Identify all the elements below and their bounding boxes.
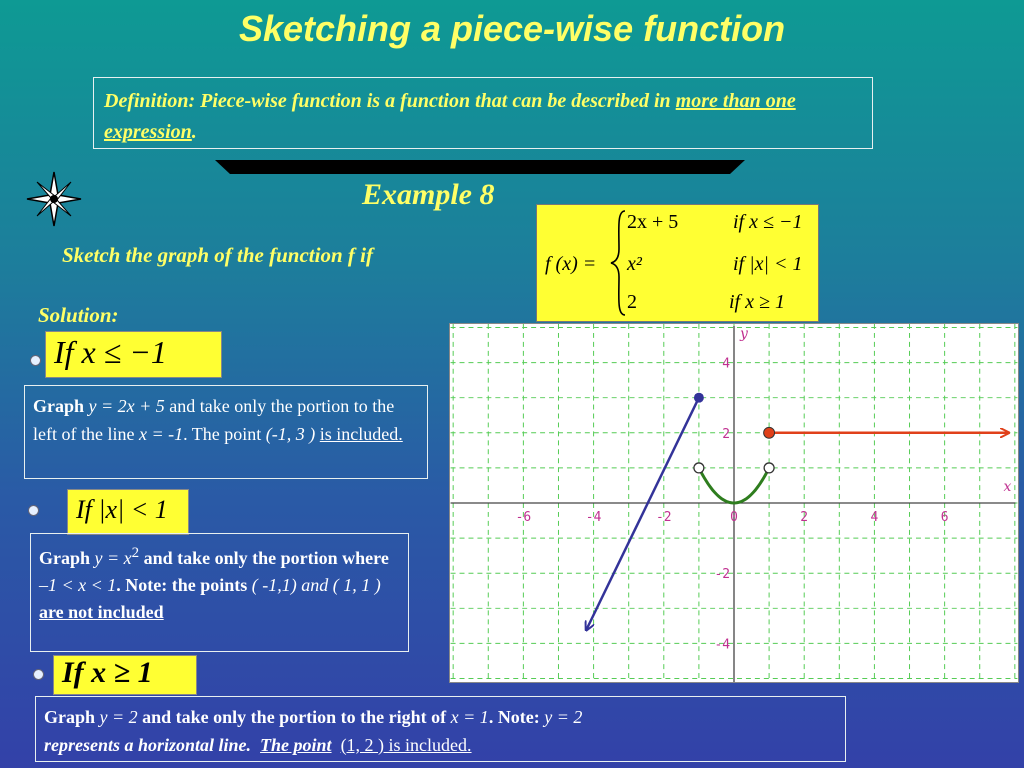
note-2-eq: y = x [94,548,132,568]
x-axis-label: x [1003,479,1012,496]
x-tick-label: -4 [585,509,602,525]
note-2 [30,533,409,652]
x-tick-label: -6 [515,509,532,525]
note-3-note: . Note: [488,707,545,727]
note-1-eq: y = 2x + 5 [88,396,165,416]
y-tick-label: -2 [714,567,731,583]
x-tick-label: 6 [940,509,949,525]
y-tick-label: 4 [722,356,731,372]
function-definition [536,204,819,322]
note-2-points: ( -1,1) and ( 1, 1 ) [251,575,381,595]
x-tick-label: -2 [656,509,672,525]
note-3-x: x = 1 [450,707,489,727]
note-1-text2: . The point [183,424,266,444]
note-1 [24,385,428,479]
case-3-cond: if x ≥ 1 [729,291,785,313]
condition-3: If x ≥ 1 [53,655,197,695]
closed-point-1-2 [764,427,775,438]
condition-1: If x ≤ −1 [45,331,222,378]
note-3-graph: Graph [44,707,100,727]
note-2-graph: Graph [39,548,95,568]
case-1-cond: if x ≤ −1 [733,211,803,233]
note-1-text: and take only the portion to the left of the line [33,396,395,444]
case-3-expr: 2 [627,291,637,313]
condition-2: If |x| < 1 [67,489,189,535]
y-tick-label: -4 [714,637,731,653]
open-point-1-1 [764,463,774,473]
x-tick-label: 4 [870,509,879,525]
closed-point-neg1-3 [694,393,704,403]
example-title: Example 8 [362,178,495,211]
bullet-2 [28,505,39,516]
case-1-expr: 2x + 5 [627,211,679,233]
x-tick-label: 0 [730,509,738,525]
note-1-point: (-1, 3 ) [265,424,316,444]
note-2-text: and take only the portion where [139,548,389,568]
note-1-graph: Graph [33,396,85,416]
note-2-range: –1 < x < 1 [39,575,117,595]
note-3 [35,696,846,762]
open-point-neg1-1 [694,463,704,473]
solution-label: Solution: [38,303,119,327]
note-3-horizontal: represents a horizontal line. [44,735,252,755]
bullet-3 [33,669,44,680]
case-2-cond: if |x| < 1 [733,253,803,275]
note-3-eq: y = 2 [99,707,138,727]
y-axis-label: y [739,325,748,342]
definition-end: . [191,121,197,143]
note-2-text2: . Note: the points [116,575,252,595]
y-tick-label: 2 [722,426,731,442]
note-2-not-included: are not included [39,602,164,622]
slide-title: Sketching a piece-wise function [238,8,786,49]
note-1-line: x = -1 [138,424,184,444]
compass-star-icon [25,170,83,228]
note-3-y2: y = 2 [544,707,583,727]
decorative-bar [215,160,745,174]
definition-box [93,77,873,149]
brace-icon [609,209,629,317]
function-lhs: f (x) = [545,253,597,275]
x-tick-label: 2 [800,509,809,525]
function-graph [449,323,1019,683]
definition-lead: Definition: Piece-wise function is a function that can be described in [104,90,671,112]
problem-prompt: Sketch the graph of the function f if [62,243,373,267]
note-3-the-point: The point [260,735,332,755]
note-3-text: and take only the portion to the right of [137,707,451,727]
definition-emphasis: more than one expression [104,90,796,143]
bullet-1 [30,355,41,366]
case-2-expr: x² [627,253,642,275]
note-2-sup: 2 [131,545,140,561]
note-1-included: is included. [319,424,403,444]
note-3-included: (1, 2 ) is included. [340,735,472,755]
